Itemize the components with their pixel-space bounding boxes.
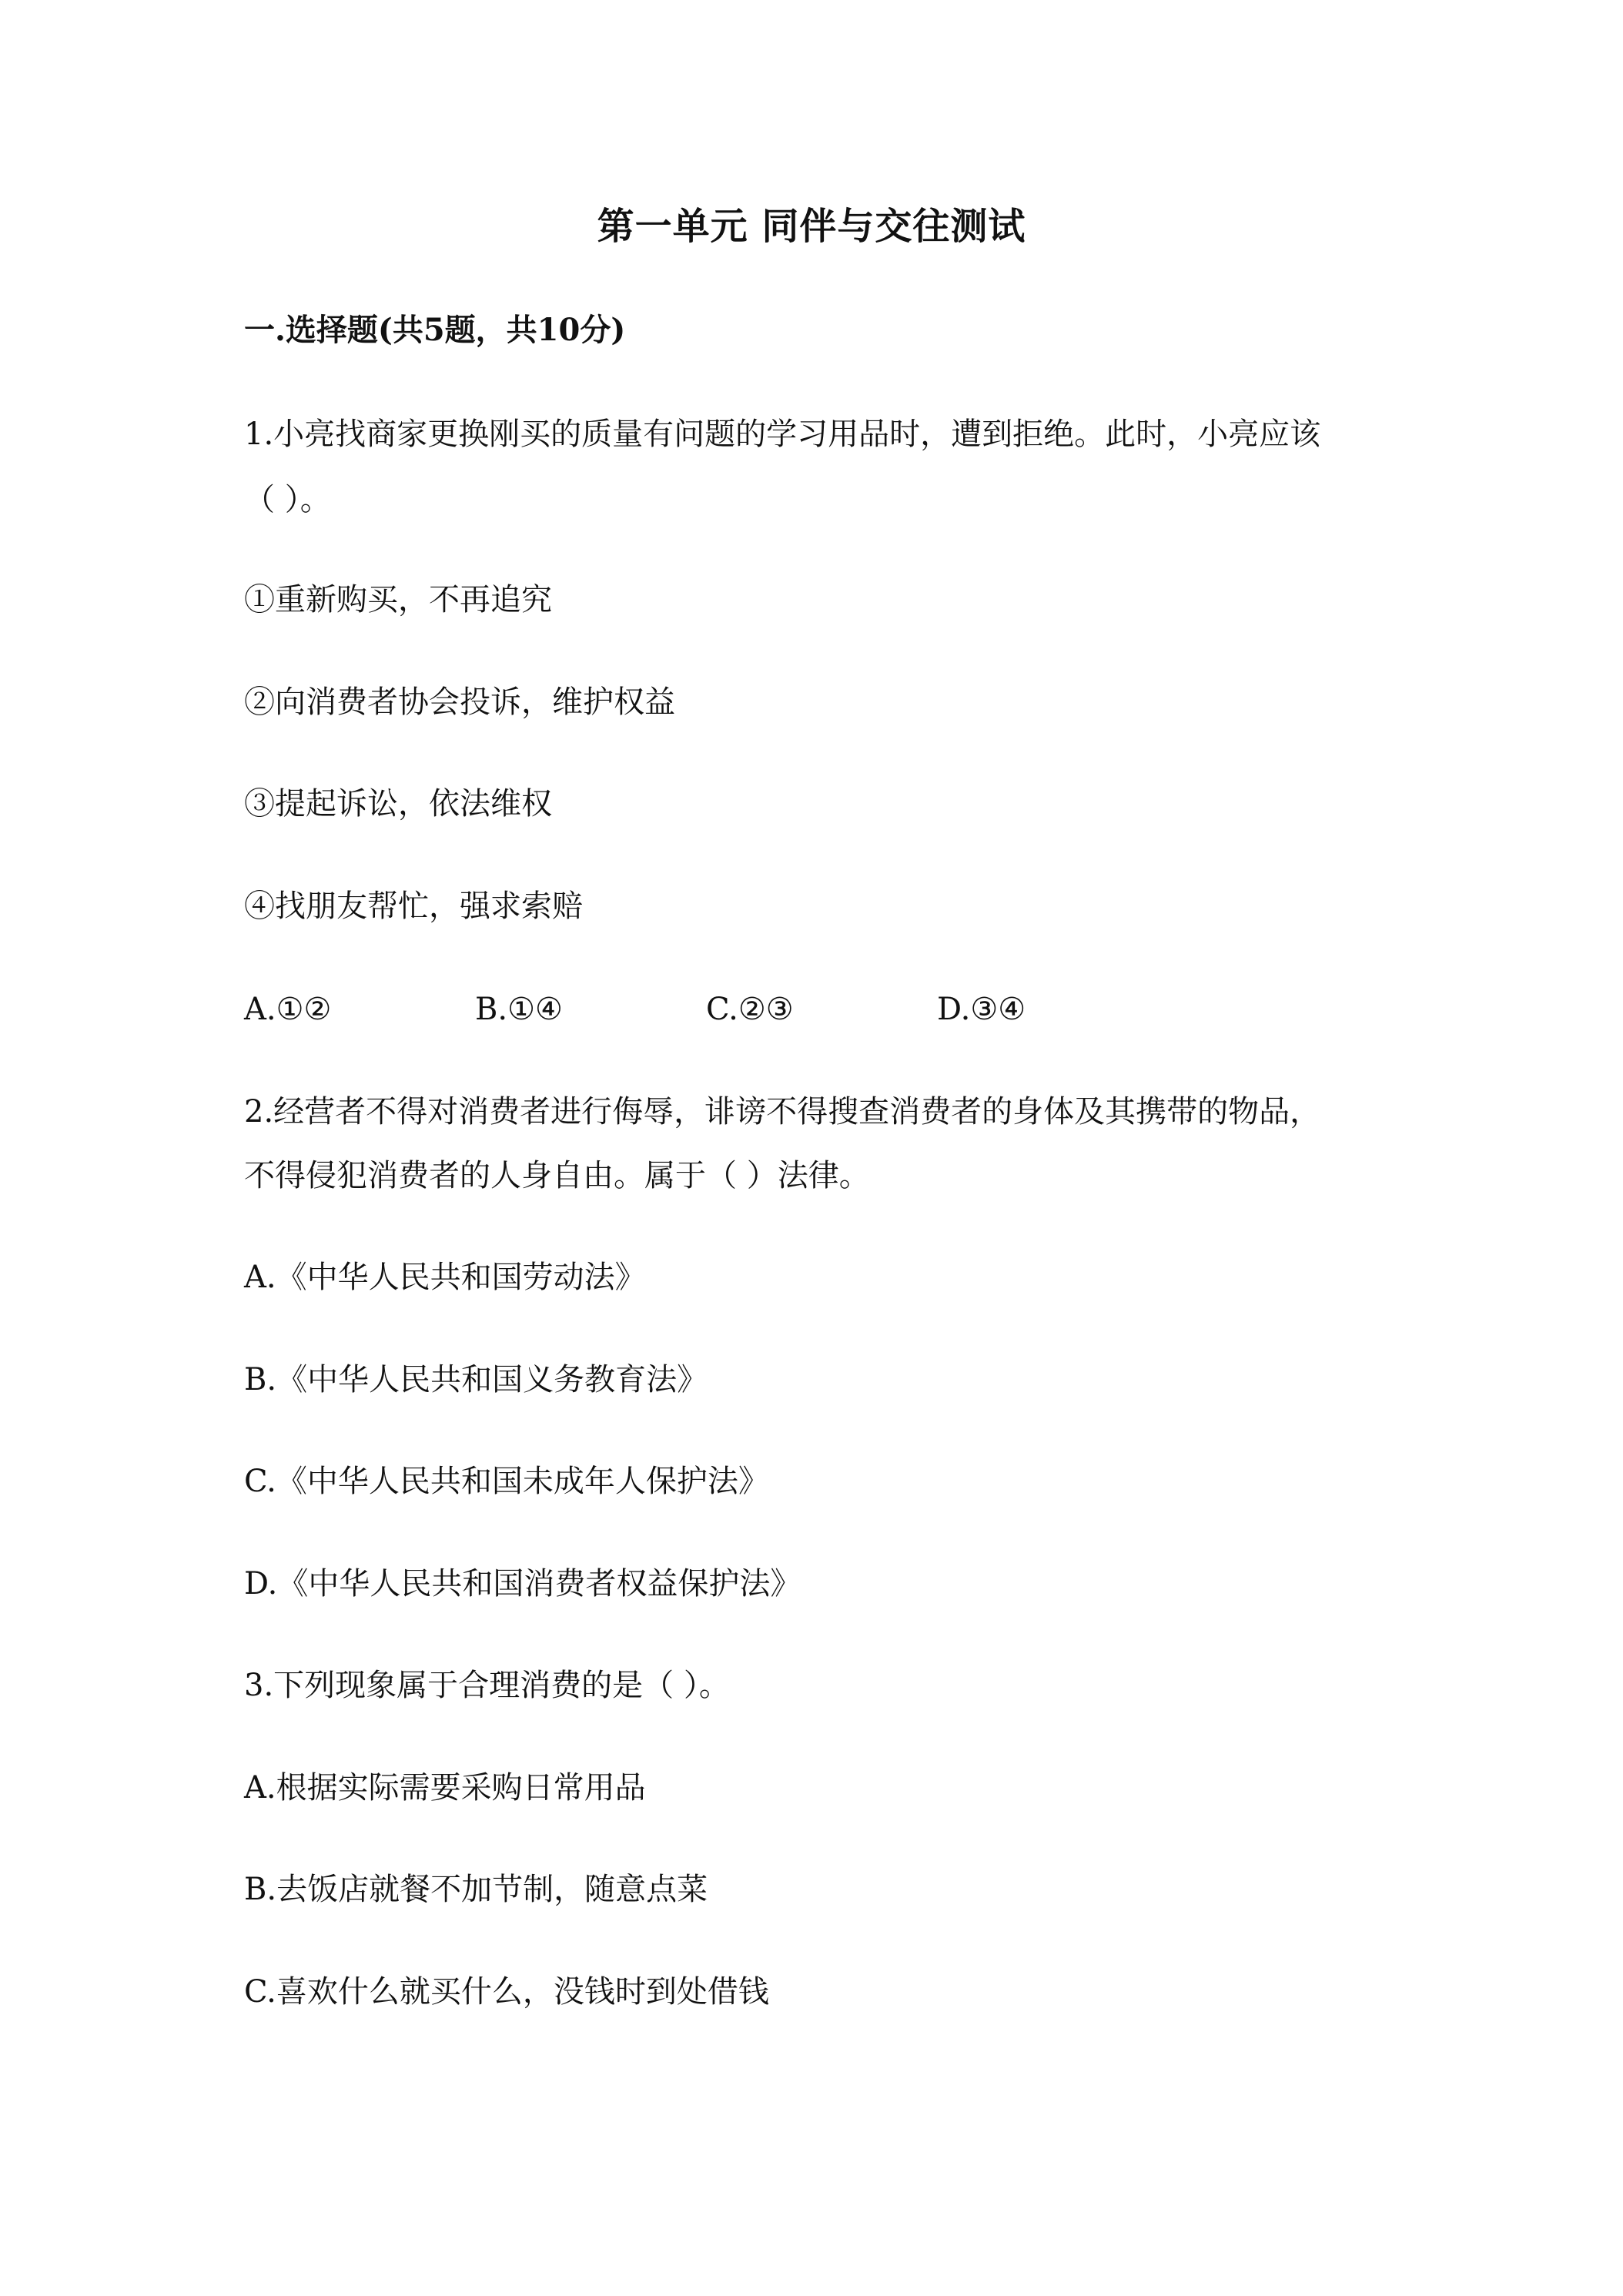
question-1-statement-1: ①重新购买，不再追究 bbox=[244, 582, 552, 618]
question-1-option-c[interactable]: C.②③ bbox=[706, 992, 794, 1027]
question-2-option-d[interactable]: D.《中华人民共和国消费者权益保护法》 bbox=[244, 1566, 801, 1602]
question-2-option-b[interactable]: B.《中华人民共和国义务教育法》 bbox=[244, 1362, 708, 1397]
question-1-stem-line-1: 1.小亮找商家更换刚买的质量有问题的学习用品时，遭到拒绝。此时，小亮应该 bbox=[244, 417, 1321, 452]
question-3-stem: 3.下列现象属于合理消费的是（ ）。 bbox=[244, 1668, 730, 1703]
question-1-option-d[interactable]: D.③④ bbox=[937, 992, 1026, 1027]
question-2-stem-line-2: 不得侵犯消费者的人身自由。属于（ ）法律。 bbox=[244, 1158, 870, 1193]
question-2-stem-line-1: 2.经营者不得对消费者进行侮辱，诽谤不得搜查消费者的身体及其携带的物品， bbox=[244, 1094, 1321, 1130]
section-heading: 一.选择题(共5题，共10分) bbox=[244, 312, 626, 348]
question-1-statement-2: ②向消费者协会投诉，维护权益 bbox=[244, 684, 675, 720]
page-title: 第一单元 同伴与交往测试 bbox=[597, 205, 1026, 248]
question-1-option-a[interactable]: A.①② bbox=[244, 992, 332, 1027]
question-1-statement-4: ④找朋友帮忙，强求索赔 bbox=[244, 889, 583, 924]
question-1-option-b[interactable]: B.①④ bbox=[475, 992, 563, 1027]
question-2-option-c[interactable]: C.《中华人民共和国未成年人保护法》 bbox=[244, 1464, 769, 1499]
question-3-option-b[interactable]: B.去饭店就餐不加节制，随意点菜 bbox=[244, 1872, 708, 1907]
question-2-option-a[interactable]: A.《中华人民共和国劳动法》 bbox=[244, 1260, 646, 1295]
question-3-option-c[interactable]: C.喜欢什么就买什么，没钱时到处借钱 bbox=[244, 1974, 769, 2010]
question-1-stem-line-2: （ ）。 bbox=[244, 482, 331, 517]
question-1-statement-3: ③提起诉讼，依法维权 bbox=[244, 786, 552, 822]
question-3-option-a[interactable]: A.根据实际需要采购日常用品 bbox=[244, 1770, 646, 1806]
